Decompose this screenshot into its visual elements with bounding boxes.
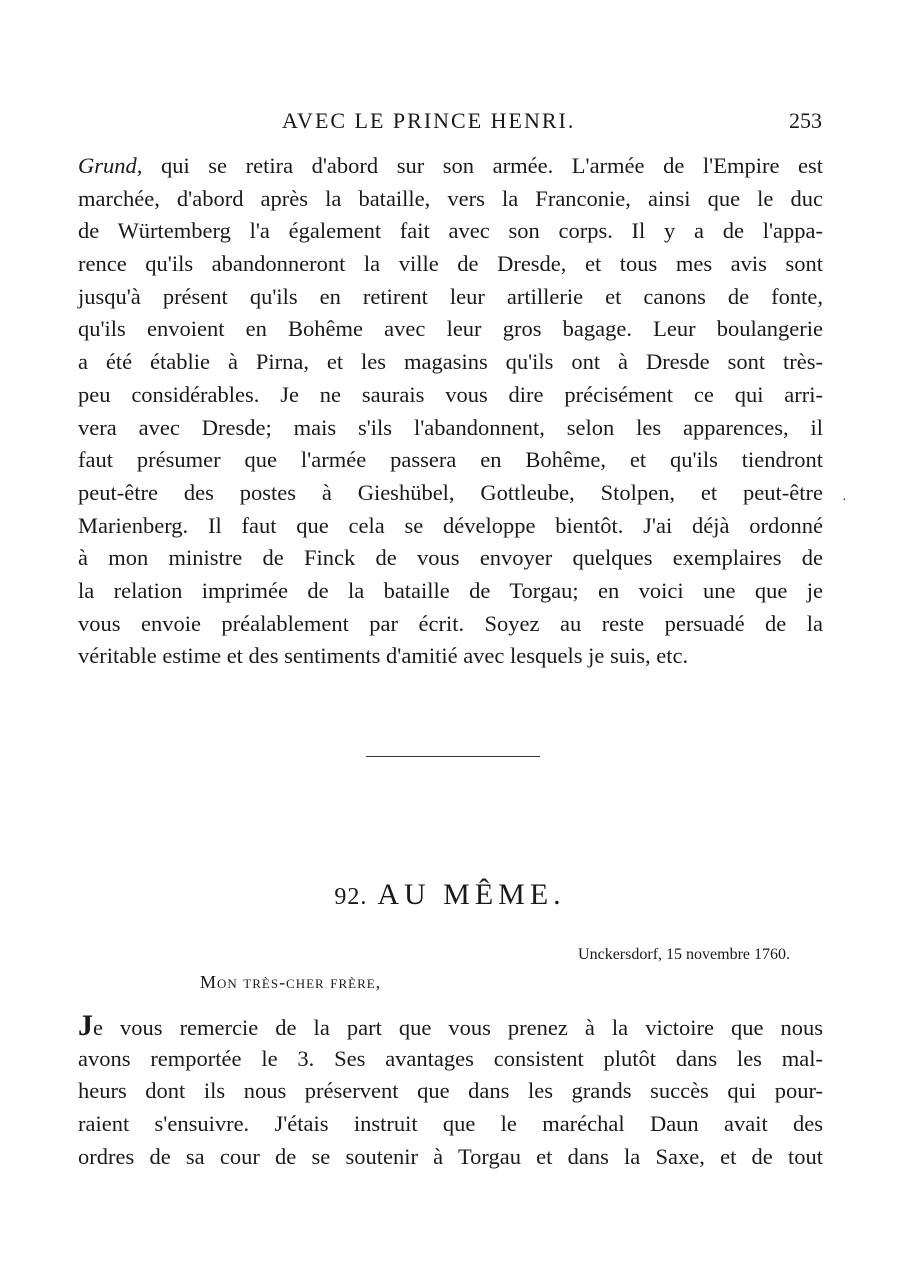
- text-line: Grund, qui se retira d'abord sur son armée. L'armée de l'Empire est: [78, 153, 823, 178]
- text-line: rence qu'ils abandonneront la ville de Dresde, et tous mes avis sont: [78, 251, 823, 277]
- text-line: qu'ils envoient en Bohême avec leur gros bagage. Leur boulangerie: [78, 316, 823, 342]
- drop-cap: J: [78, 1009, 93, 1042]
- text-line: a été établie à Pirna, et les magasins qu'ils ont à Dresde sont très-: [78, 349, 823, 375]
- text-line: raient s'ensuivre. J'étais instruit que le maréchal Daun avait des: [78, 1111, 823, 1137]
- paragraph-continued: [78, 150, 823, 673]
- text-line: marchée, d'abord après la bataille, vers la Franconie, ainsi que le duc: [78, 185, 823, 211]
- italic-word: Grund,: [78, 153, 143, 178]
- salutation: Mon très-cher frère,: [200, 972, 382, 992]
- letter-number: 92.: [334, 884, 368, 910]
- text-line: la relation imprimée de la bataille de Torgau; en voici une que je: [78, 577, 823, 603]
- letter-body: [78, 1010, 823, 1173]
- text-line: heurs dont ils nous préservent que dans les grands succès qui pour-: [78, 1078, 823, 1104]
- text-line: peut-être des postes à Gieshübel, Gottleube, Stolpen, et peut-être: [78, 479, 823, 505]
- text-line: Marienberg. Il faut que cela se développe bientôt. J'ai déjà ordonné: [78, 512, 823, 538]
- text-line: jusqu'à présent qu'ils en retirent leur artillerie et canons de fonte,: [78, 283, 823, 309]
- letter-title: AU MÊME.: [377, 878, 566, 911]
- text-line: à mon ministre de Finck de vous envoyer quelques exemplaires de: [78, 545, 823, 571]
- running-head-title: AVEC LE PRINCE HENRI.: [282, 108, 576, 133]
- text-line: faut présumer que l'armée passera en Bohême, et qu'ils tiendront: [78, 447, 823, 473]
- text-line: ordres de sa cour de se soutenir à Torgau et dans la Saxe, et de tout: [78, 1143, 823, 1169]
- running-head: [0, 108, 900, 138]
- text-line: avons remportée le 3. Ses avantages consistent plutôt dans les mal-: [78, 1045, 823, 1071]
- letter-heading: [0, 878, 900, 912]
- section-divider: [366, 756, 540, 757]
- text-line: vera avec Dresde; mais s'ils l'abandonnent, selon les apparences, il: [78, 414, 823, 440]
- text-line: peu considérables. Je ne saurais vous dire précisément ce qui arri-: [78, 381, 823, 407]
- text-line: vous envoie préalablement par écrit. Soyez au reste persuadé de la: [78, 610, 823, 636]
- text-line: de Würtemberg l'a également fait avec son corps. Il y a de l'appa-: [78, 218, 823, 244]
- dateline: Unckersdorf, 15 novembre 1760.: [578, 946, 790, 963]
- text-line: Je vous remercie de la part que vous prenez à la victoire que nous: [78, 1009, 823, 1042]
- page-number: 253: [789, 108, 822, 133]
- margin-mark: ·: [842, 493, 847, 508]
- text-line: véritable estime et des sentiments d'amitié avec lesquels je suis, etc.: [78, 643, 689, 669]
